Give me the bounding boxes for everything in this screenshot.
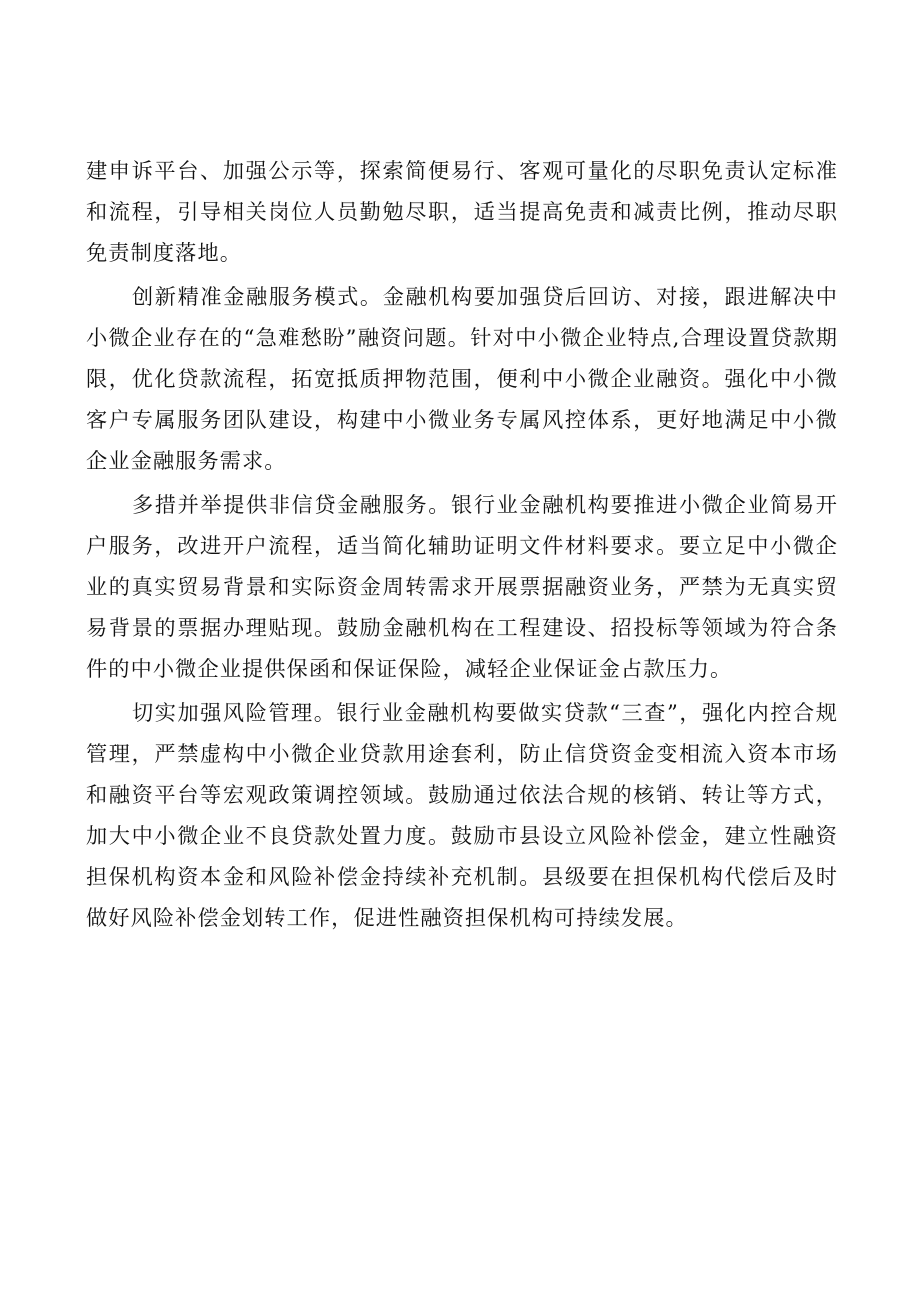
paragraph-appeal-platform: 建申诉平台、加强公示等，探索简便易行、客观可量化的尽职免责认定标准和流程，引导相关岗位人员勤勉尽职，适当提高免责和减责比例，推动尽职免责制度落地。 (86, 158, 838, 265)
paragraph-non-credit-services: 多措并举提供非信贷金融服务。银行业金融机构要推进小微企业简易开户服务，改进开户流程，适当简化辅助证明文件材料要求。要立足中小微企业的真实贸易背景和实际资金周转需求开展票据融资业务，严禁为无真实贸易背景的票据办理贴现。鼓励金融机构在工程建设、招投标等领域为符合条件的中小微企业提供保函和保证保险，减轻企业保证金占款压力。 (86, 492, 838, 681)
paragraph-risk-management: 切实加强风险管理。银行业金融机构要做实贷款“三查”，强化内控合规管理，严禁虚构中小微企业贷款用途套利，防止信贷资金变相流入资本市场和融资平台等宏观政策调控领域。鼓励通过依法合规的核销、转让等方式，加大中小微企业不良贷款处置力度。鼓励市县设立风险补偿金，建立性融资担保机构资本金和风险补偿金持续补充机制。县级要在担保机构代偿后及时做好风险补偿金划转工作，促进性融资担保机构可持续发展。 (86, 700, 838, 930)
paragraph-financial-service-model: 创新精准金融服务模式。金融机构要加强贷后回访、对接，跟进解决中小微企业存在的“急难愁盼”融资问题。针对中小微企业特点,合理设置贷款期限，优化贷款流程，拓宽抵质押物范围，便利中小微企业融资。强化中小微客户专属服务团队建设，构建中小微业务专属风控体系，更好地满足中小微企业金融服务需求。 (86, 284, 838, 473)
document-body (86, 150, 838, 941)
